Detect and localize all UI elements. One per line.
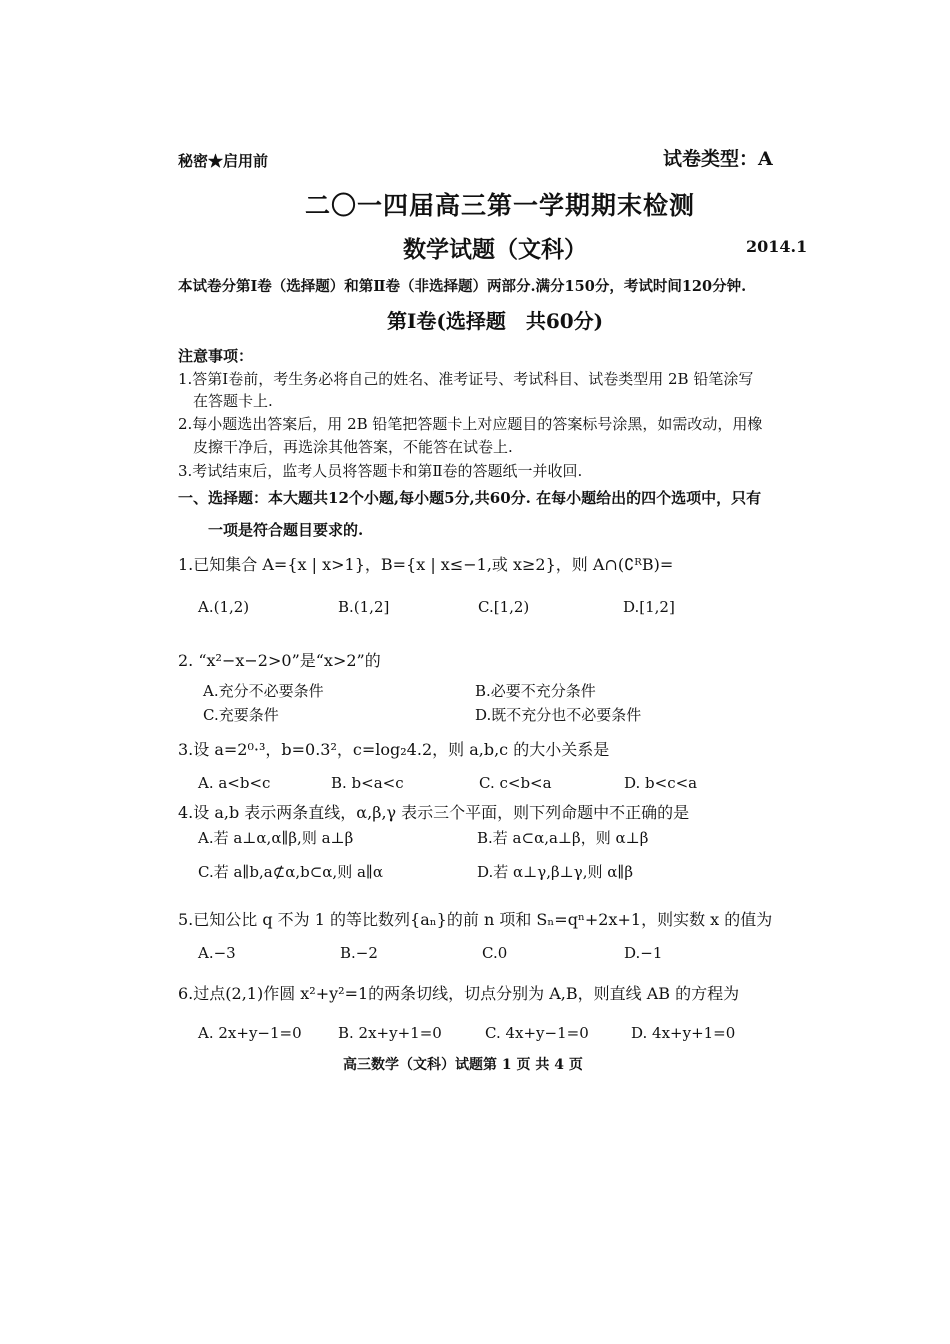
question-2-stem: 2. “x²−x−2>0”是“x>2”的	[178, 651, 381, 670]
question-5-options	[198, 944, 662, 962]
exam-title: 二〇一四届高三第一学期期末检测	[305, 191, 696, 220]
page-footer: 高三数学（文科）试题第 1 页 共 4 页	[343, 1057, 583, 1073]
option-d: D.若 α⊥γ,β⊥γ,则 α∥β	[477, 863, 634, 881]
option-b: B. b<a<c	[331, 774, 404, 792]
notes-heading: 注意事项：	[178, 347, 254, 365]
option-b: B. 2x+y+1=0	[338, 1024, 442, 1042]
option-d: D. 4x+y+1=0	[631, 1024, 736, 1042]
option-c: C. 4x+y−1=0	[485, 1024, 589, 1042]
option-b: B.必要不充分条件	[475, 682, 596, 700]
option-a: A.充分不必要条件	[203, 682, 324, 700]
option-c: C.充要条件	[203, 706, 279, 724]
section1-heading: 一、选择题：本大题共12个小题,每小题5分,共60分. 在每小题给出的四个选项中，只有	[178, 489, 762, 507]
option-b: B.(1,2]	[338, 598, 390, 616]
option-a: A.(1,2)	[198, 598, 250, 616]
question-1-stem: 1.已知集合 A={x | x>1}，B={x | x≤−1,或 x≥2}，则 A∩(∁ᴿB)=	[178, 555, 674, 574]
question-6-options	[198, 1024, 735, 1042]
option-a: A. a<b<c	[198, 774, 271, 792]
option-c: C. c<b<a	[479, 774, 552, 792]
option-a: A. 2x+y−1=0	[198, 1024, 302, 1042]
option-d: D.−1	[624, 944, 663, 962]
question-3-stem: 3.设 a=2⁰·³，b=0.3²，c=log₂4.2，则 a,b,c 的大小关系是	[178, 740, 610, 759]
option-d: D.既不充分也不必要条件	[475, 706, 642, 724]
question-6-stem: 6.过点(2,1)作圆 x²+y²=1的两条切线，切点分别为 A,B，则直线 AB 的方程为	[178, 984, 740, 1003]
confidential-label: 秘密★启用前	[178, 152, 269, 170]
part1-title: 第Ⅰ卷(选择题 共60分)	[387, 309, 604, 333]
option-d: D.[1,2]	[623, 598, 675, 616]
question-1-options	[198, 598, 675, 616]
option-c: C.[1,2)	[478, 598, 530, 616]
option-b: B.−2	[340, 944, 378, 962]
subject-title: 数学试题（文科）	[403, 236, 587, 263]
option-a: A.若 a⊥α,α∥β,则 a⊥β	[198, 829, 354, 847]
option-a: A.−3	[198, 944, 236, 962]
note-2: 2.每小题选出答案后，用 2B 铅笔把答题卡上对应题目的答案标号涂黑，如需改动，用橡	[178, 415, 763, 433]
note-1: 1.答第Ⅰ卷前，考生务必将自己的姓名、准考证号、考试科目、试卷类型用 2B 铅笔涂写	[178, 370, 754, 388]
section1-heading-cont: 一项是符合题目要求的.	[208, 521, 364, 539]
exam-date: 2014.1	[746, 237, 808, 256]
question-5-stem: 5.已知公比 q 不为 1 的等比数列{aₙ}的前 n 项和 Sₙ=qⁿ+2x+1，则实数 x 的值为	[178, 910, 773, 929]
note-3: 3.考试结束后，监考人员将答题卡和第Ⅱ卷的答题纸一并收回.	[178, 462, 583, 480]
question-4-stem: 4.设 a,b 表示两条直线，α,β,γ 表示三个平面，则下列命题中不正确的是	[178, 803, 690, 822]
intro-text: 本试卷分第Ⅰ卷（选择题）和第Ⅱ卷（非选择题）两部分.满分150分，考试时间120分钟.	[178, 278, 747, 295]
option-c: C.若 a∥b,a⊄α,b⊂α,则 a∥α	[198, 863, 383, 881]
paper-type-label: 试卷类型：A	[663, 148, 773, 170]
option-b: B.若 a⊂α,a⊥β，则 α⊥β	[477, 829, 649, 847]
option-d: D. b<c<a	[624, 774, 698, 792]
option-c: C.0	[482, 944, 508, 962]
note-1-cont: 在答题卡上.	[193, 392, 273, 410]
note-2-cont: 皮擦干净后，再选涂其他答案，不能答在试卷上.	[193, 438, 513, 456]
question-3-options	[198, 774, 697, 792]
